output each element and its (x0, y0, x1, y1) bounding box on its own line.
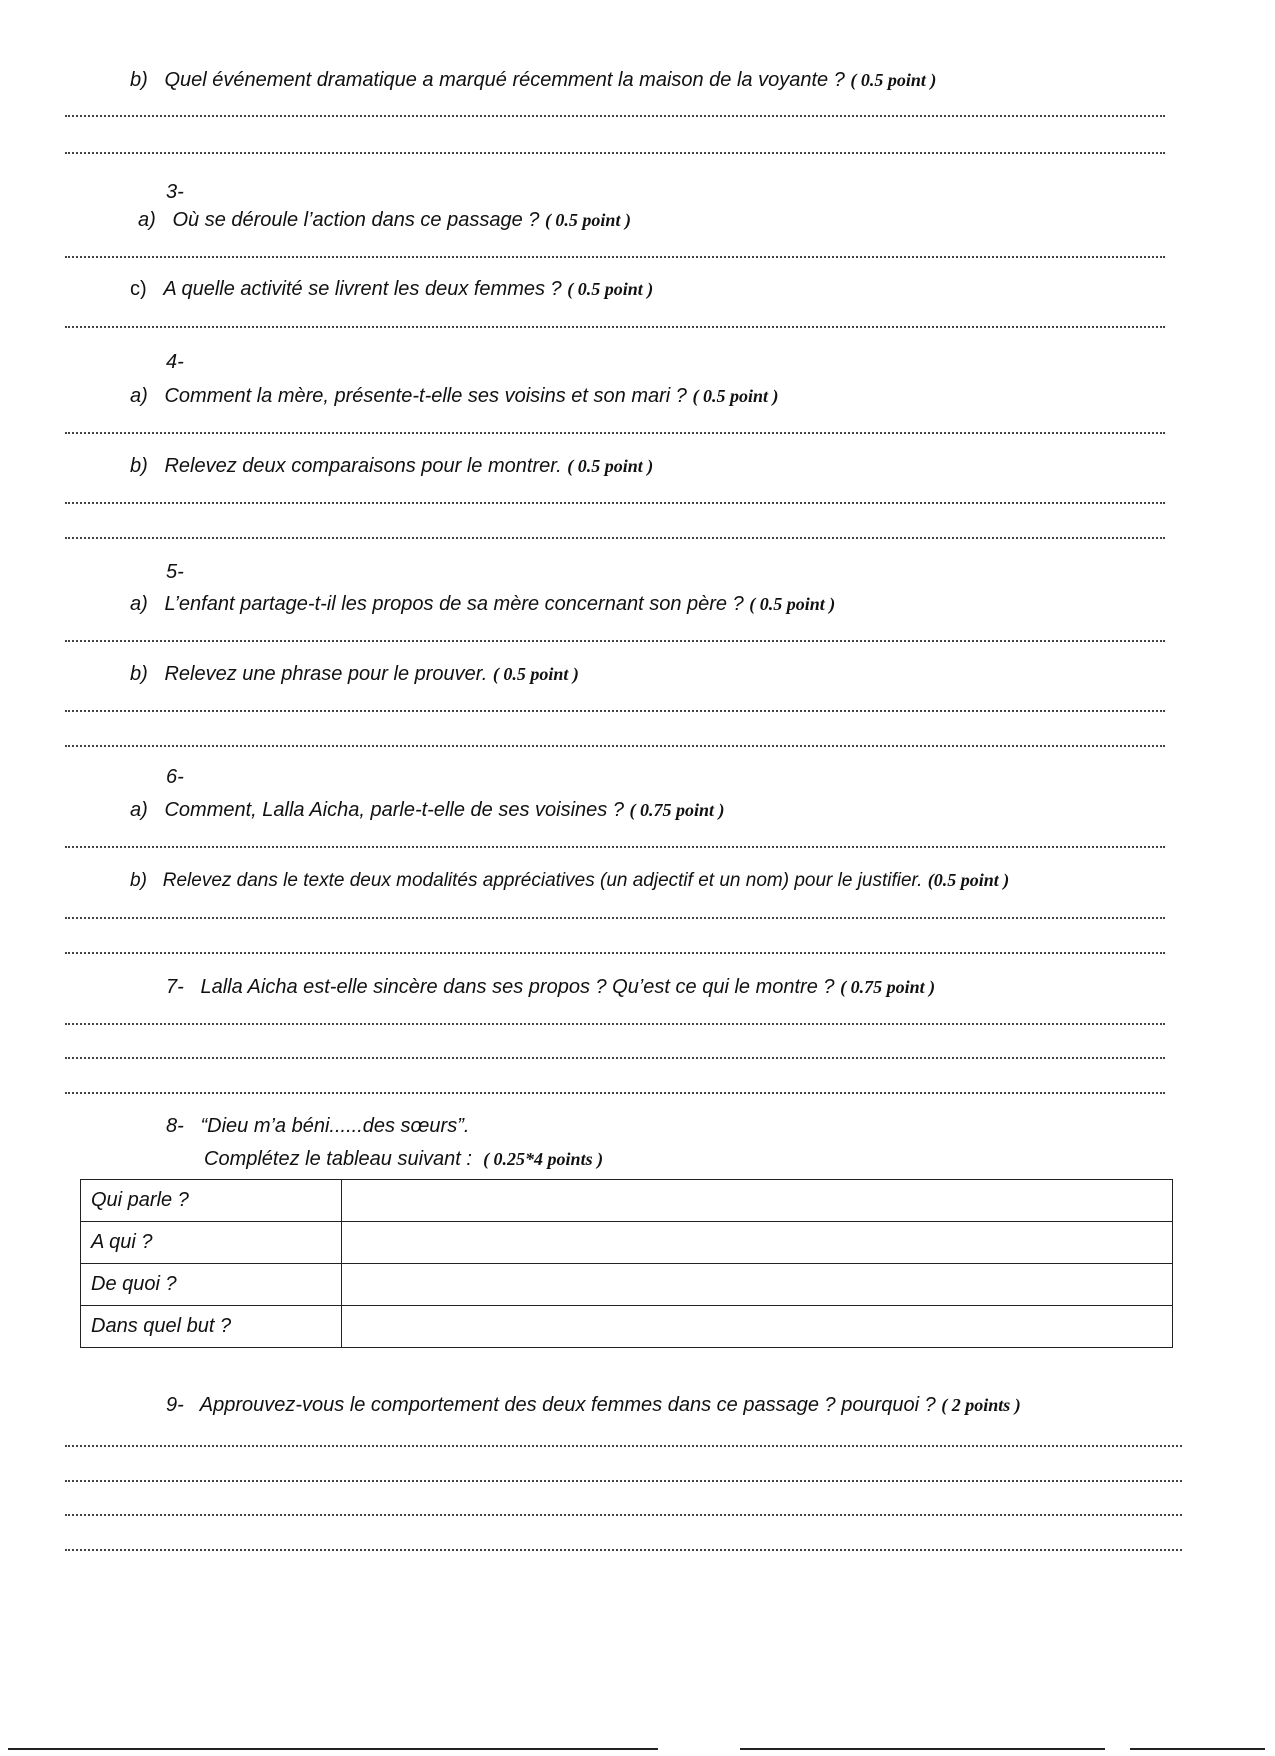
answer-line[interactable] (65, 1445, 1182, 1447)
points-label: ( 0.5 point ) (692, 386, 779, 406)
footer-rule (740, 1748, 1105, 1750)
question-number: 4- (166, 351, 184, 373)
question-marker: 7- (166, 976, 184, 998)
answer-line[interactable] (65, 1480, 1182, 1482)
question-5b (130, 662, 579, 686)
question-text: Lalla Aicha est-elle sincère dans ses propos ? Qu’est ce qui le montre ? (200, 976, 835, 998)
footer-rule (8, 1748, 658, 1750)
answer-line[interactable] (65, 917, 1165, 919)
question-marker: c) (130, 278, 147, 300)
answer-line[interactable] (65, 745, 1165, 747)
question-5a (130, 592, 835, 616)
question-number: 3- (166, 181, 184, 203)
question-marker: b) (130, 455, 148, 477)
answer-line[interactable] (65, 1514, 1182, 1516)
points-label: (0.5 point ) (927, 870, 1010, 890)
question-text: L’enfant partage-t-il les propos de sa mère concernant son père ? (164, 593, 744, 615)
question-text: Où se déroule l’action dans ce passage ? (172, 209, 540, 231)
table-answer-cell[interactable] (342, 1306, 1173, 1348)
answer-line[interactable] (65, 1549, 1182, 1551)
points-label: ( 0.5 point ) (850, 70, 937, 90)
table-row (81, 1180, 1173, 1222)
answer-line[interactable] (65, 640, 1165, 642)
table-answer-cell[interactable] (342, 1222, 1173, 1264)
question-number: 6- (166, 766, 184, 788)
question-marker: a) (130, 385, 148, 407)
answer-line[interactable] (65, 502, 1165, 504)
table-row-label: De quoi ? (81, 1264, 342, 1306)
answer-line[interactable] (65, 1092, 1165, 1094)
footer-rule (1130, 1748, 1265, 1750)
question-text: A quelle activité se livrent les deux femmes ? (163, 278, 562, 300)
question-text: “Dieu m’a béni......des sœurs”. (200, 1115, 470, 1137)
answer-line[interactable] (65, 1023, 1165, 1025)
question-7 (166, 975, 935, 999)
question-2b (130, 68, 936, 92)
points-label: ( 2 points ) (941, 1395, 1021, 1415)
question-number: 5- (166, 561, 184, 583)
question-text: Comment la mère, présente-t-elle ses voisins et son mari ? (164, 385, 687, 407)
points-label: ( 0.5 point ) (544, 210, 631, 230)
table-row-label: Qui parle ? (81, 1180, 342, 1222)
question-text: Relevez deux comparaisons pour le montrer. (164, 455, 562, 477)
answer-line[interactable] (65, 256, 1165, 258)
question-text: Relevez dans le texte deux modalités appréciatives (un adjectif et un nom) pour le justifier. (162, 870, 923, 891)
question-6b (130, 868, 1009, 893)
question-3a (138, 208, 631, 232)
question-marker: a) (130, 799, 148, 821)
points-label: ( 0.75 point ) (629, 800, 725, 820)
question-3c (130, 277, 653, 301)
question-marker: b) (130, 663, 148, 685)
question-4b (130, 454, 653, 478)
answer-line[interactable] (65, 710, 1165, 712)
points-label: ( 0.5 point ) (492, 664, 579, 684)
table-row-label: Dans quel but ? (81, 1306, 342, 1348)
table-row (81, 1222, 1173, 1264)
answer-line[interactable] (65, 152, 1165, 154)
question-text: Comment, Lalla Aicha, parle-t-elle de ses voisines ? (164, 799, 624, 821)
question-marker: 9- (166, 1394, 184, 1416)
question-9 (166, 1393, 1021, 1417)
question-marker: a) (130, 593, 148, 615)
points-label: ( 0.5 point ) (567, 279, 654, 299)
question-marker: b) (130, 69, 148, 91)
question-4a (130, 384, 778, 408)
table-answer-cell[interactable] (342, 1180, 1173, 1222)
points-label: ( 0.75 point ) (840, 977, 936, 997)
question-marker: 8- (166, 1115, 184, 1137)
answer-line[interactable] (65, 115, 1165, 117)
question-8-instruction (204, 1147, 603, 1171)
answer-table (80, 1179, 1173, 1348)
answer-line[interactable] (65, 537, 1165, 539)
question-marker: b) (130, 870, 147, 891)
points-label: ( 0.5 point ) (749, 594, 836, 614)
question-text: Quel événement dramatique a marqué récemment la maison de la voyante ? (164, 69, 845, 91)
question-8 (166, 1114, 469, 1138)
question-6a (130, 798, 725, 822)
answer-line[interactable] (65, 952, 1165, 954)
points-label: ( 0.25*4 points ) (483, 1149, 604, 1169)
question-text: Approuvez-vous le comportement des deux femmes dans ce passage ? pourquoi ? (199, 1394, 936, 1416)
points-label: ( 0.5 point ) (567, 456, 654, 476)
answer-line[interactable] (65, 846, 1165, 848)
answer-line[interactable] (65, 432, 1165, 434)
table-row (81, 1306, 1173, 1348)
answer-line[interactable] (65, 1057, 1165, 1059)
question-text: Relevez une phrase pour le prouver. (164, 663, 488, 685)
table-row-label: A qui ? (81, 1222, 342, 1264)
table-answer-cell[interactable] (342, 1264, 1173, 1306)
question-marker: a) (138, 209, 156, 231)
instruction-text: Complétez le tableau suivant : (204, 1148, 472, 1170)
table-row (81, 1264, 1173, 1306)
answer-line[interactable] (65, 326, 1165, 328)
